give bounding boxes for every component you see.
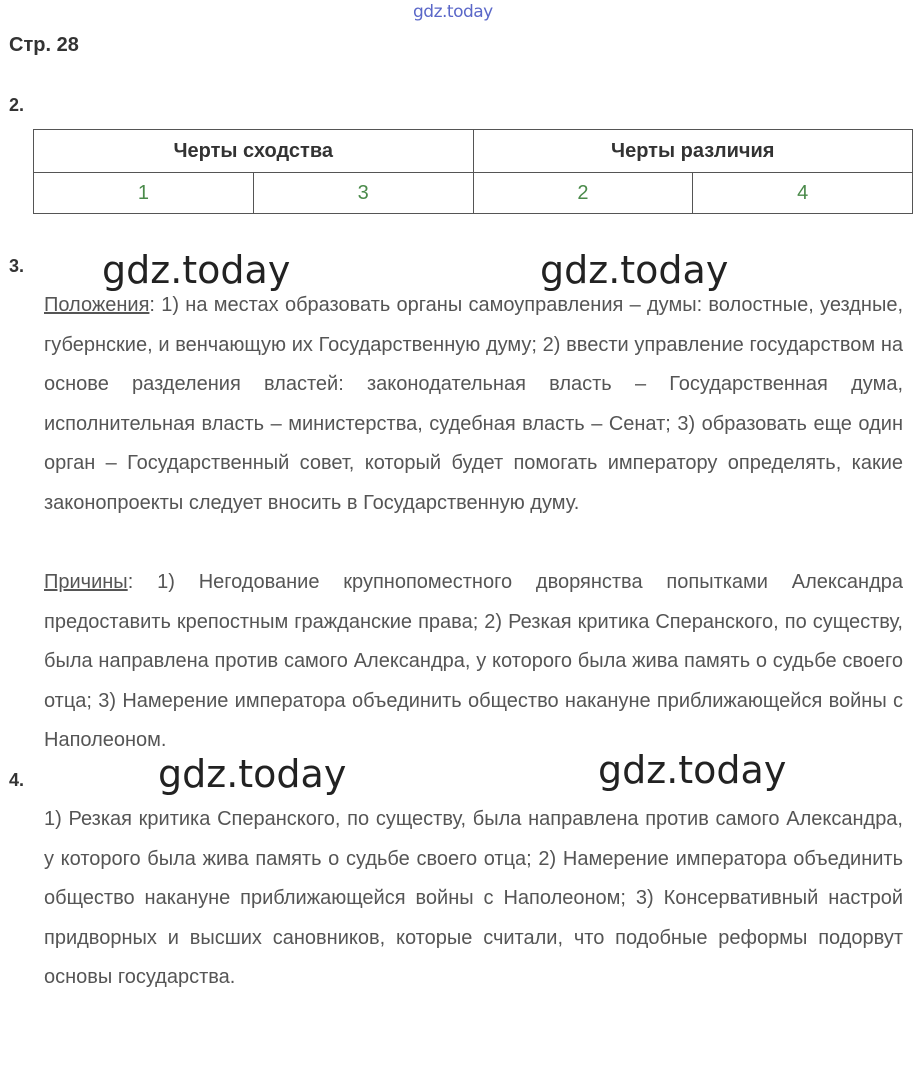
top-watermark: gdz.today — [413, 2, 493, 22]
task-3-positions — [44, 286, 903, 523]
table-header-row — [34, 130, 913, 173]
task-4-number: 4. — [9, 770, 25, 790]
header-differences: Черты различия — [473, 130, 913, 173]
watermark: gdz.today — [158, 752, 347, 796]
positions-text: : 1) на местах образовать органы самоуправления – думы: волостные, уездные, губернские, и венчающую их Государственную думу; 2) ввести управление государством на основе разделения властей: законодательная власть – Государственная дума, исполнительная власть – министерства, судебная власть – Сенат; 3) образовать еще один орган – Государственный совет, который будет помогать императору определять, какие законопроекты следует вносить в Государственную думу. — [44, 294, 903, 514]
table-cell: 1 — [34, 173, 254, 214]
task-3-number: 3. — [9, 256, 25, 276]
table-cell: 2 — [473, 173, 693, 214]
task-4-text: 1) Резкая критика Сперанского, по существу, была направлена против самого Александра, у которого была жива память о судьбе своего отца; 2) Намерение императора объединить общество накануне приближающейся войны с Наполеоном; 3) Консервативный настрой придворных и высших сановников, которые считали, что подобные реформы подорвут основы государства. — [44, 808, 903, 988]
header-similarities: Черты сходства — [34, 130, 474, 173]
watermark: gdz.today — [540, 248, 729, 292]
page-label: Стр. 28 — [9, 34, 79, 56]
table-cell: 3 — [253, 173, 473, 214]
watermark: gdz.today — [102, 248, 291, 292]
task-3-reasons — [44, 563, 903, 761]
positions-label: Положения — [44, 294, 150, 316]
reasons-label: Причины — [44, 571, 128, 593]
task-2-number: 2. — [9, 95, 25, 115]
table-cell: 4 — [693, 173, 913, 214]
comparison-table — [33, 129, 913, 214]
reasons-text: : 1) Негодование крупнопоместного дворянства попытками Александра предоставить крепостным гражданские права; 2) Резкая критика Сперанского, по существу, была направлена против самого Александра, у которого была жива память о судьбе своего отца; 3) Намерение императора объединить общество накануне приближающейся войны с Наполеоном. — [44, 571, 903, 751]
watermark: gdz.today — [598, 748, 787, 792]
table-row — [34, 173, 913, 214]
